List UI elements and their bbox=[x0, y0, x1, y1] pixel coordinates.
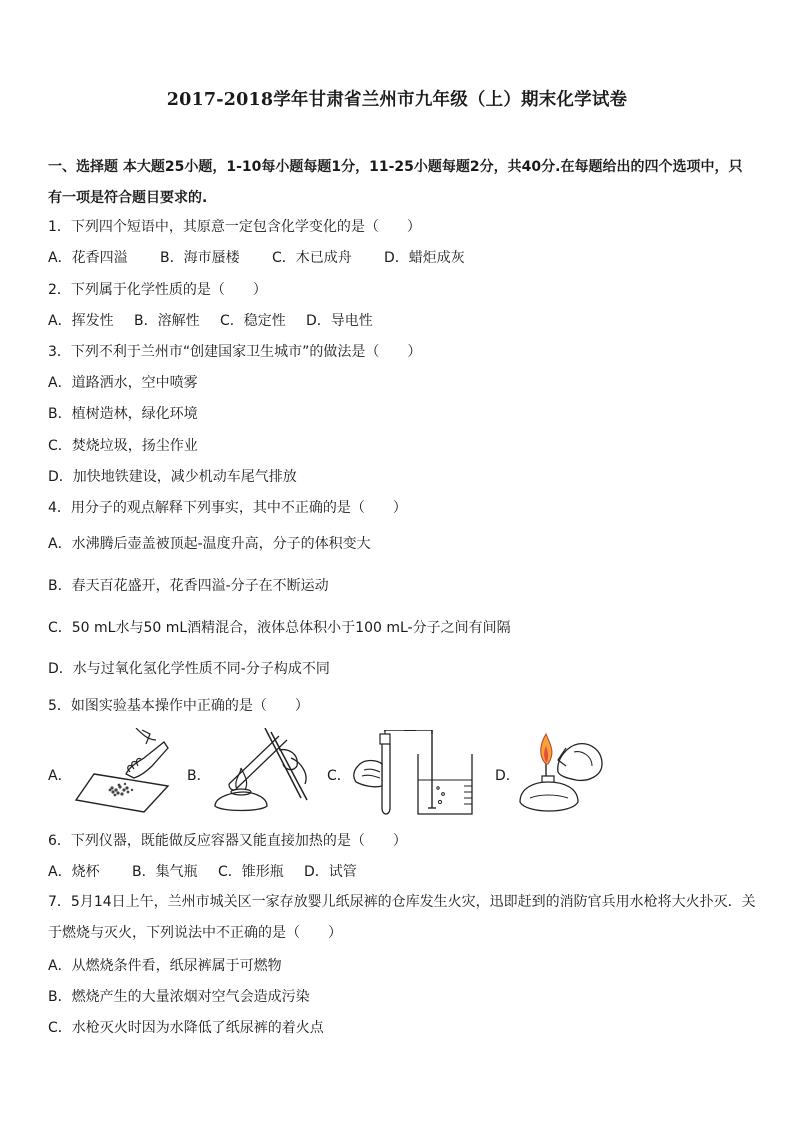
question-2-options bbox=[48, 312, 373, 330]
question-7-option-a: A．从燃烧条件看，纸尿裤属于可燃物 bbox=[48, 958, 282, 974]
question-4-option-d: D．水与过氧化氢化学性质不同-分子构成不同 bbox=[48, 661, 330, 677]
option-c: C．木已成舟 bbox=[272, 250, 352, 266]
question-6-options bbox=[48, 863, 357, 881]
figure-a-label: A． bbox=[48, 768, 72, 784]
question-3-option-c: C．焚烧垃圾，扬尘作业 bbox=[48, 438, 198, 454]
option-d: D．试管 bbox=[304, 864, 357, 880]
option-d: D．导电性 bbox=[306, 313, 373, 329]
figure-c-label: C． bbox=[327, 768, 351, 784]
question-7-stem: 7．5月14日上午，兰州市城关区一家存放婴儿纸尿裤的仓库发生火灾，迅即赶到的消防官兵用水枪将大火扑灭．关于燃烧与灭火，下列说法中不正确的是（ ） bbox=[48, 894, 756, 941]
option-c: C．稳定性 bbox=[220, 313, 286, 329]
option-b: B．溶解性 bbox=[134, 313, 200, 329]
question-1-stem: 1．下列四个短语中，其原意一定包含化学变化的是（ ） bbox=[48, 219, 421, 235]
figure-d-label: D． bbox=[495, 768, 520, 784]
question-4-option-c: C．50 mL水与50 mL酒精混合，液体总体积小于100 mL-分子之间有间隔 bbox=[48, 620, 511, 636]
question-3-option-d: D．加快地铁建设，减少机动车尾气排放 bbox=[48, 469, 297, 485]
figure-b-heating-test-tube bbox=[205, 728, 315, 816]
option-a: A．花香四溢 bbox=[48, 250, 128, 266]
option-a: A．烧杯 bbox=[48, 864, 100, 880]
section-heading: 一、选择题 本大题25小题，1-10每小题每题1分，11-25小题每题2分，共40分.在每题给出的四个选项中，只有一项是符合题目要求的. bbox=[48, 159, 743, 206]
option-b: B．集气瓶 bbox=[132, 864, 198, 880]
question-7-option-c: C．水枪灭火时因为水降低了纸尿裤的着火点 bbox=[48, 1020, 324, 1036]
question-4-stem: 4．用分子的观点解释下列事实，其中不正确的是（ ） bbox=[48, 500, 407, 516]
option-a: A．挥发性 bbox=[48, 313, 114, 329]
option-b: B．海市蜃楼 bbox=[160, 250, 240, 266]
page-title: 2017-2018学年甘肃省兰州市九年级（上）期末化学试卷 bbox=[166, 90, 628, 110]
option-d: D．蜡炬成灰 bbox=[384, 250, 465, 266]
figure-b-label: B． bbox=[187, 768, 211, 784]
question-3-stem: 3．下列不利于兰州市“创建国家卫生城市”的做法是（ ） bbox=[48, 344, 422, 360]
question-1-options bbox=[48, 249, 465, 267]
figure-a-powder-on-paper bbox=[72, 728, 170, 814]
question-3-option-b: B．植树造林，绿化环境 bbox=[48, 406, 198, 422]
question-2-stem: 2．下列属于化学性质的是（ ） bbox=[48, 282, 267, 298]
figure-d-alcohol-lamp bbox=[516, 728, 604, 818]
question-6-stem: 6．下列仪器，既能做反应容器又能直接加热的是（ ） bbox=[48, 833, 407, 849]
question-3-option-a: A．道路洒水，空中喷雾 bbox=[48, 375, 198, 391]
option-c: C．锥形瓶 bbox=[218, 864, 284, 880]
question-5-stem: 5．如图实验基本操作中正确的是（ ） bbox=[48, 698, 309, 714]
figure-c-airtightness-check bbox=[344, 730, 484, 818]
question-4-option-a: A．水沸腾后壶盖被顶起-温度升高，分子的体积变大 bbox=[48, 536, 371, 552]
question-7-option-b: B．燃烧产生的大量浓烟对空气会造成污染 bbox=[48, 989, 310, 1005]
question-4-option-b: B．春天百花盛开，花香四溢-分子在不断运动 bbox=[48, 578, 329, 594]
